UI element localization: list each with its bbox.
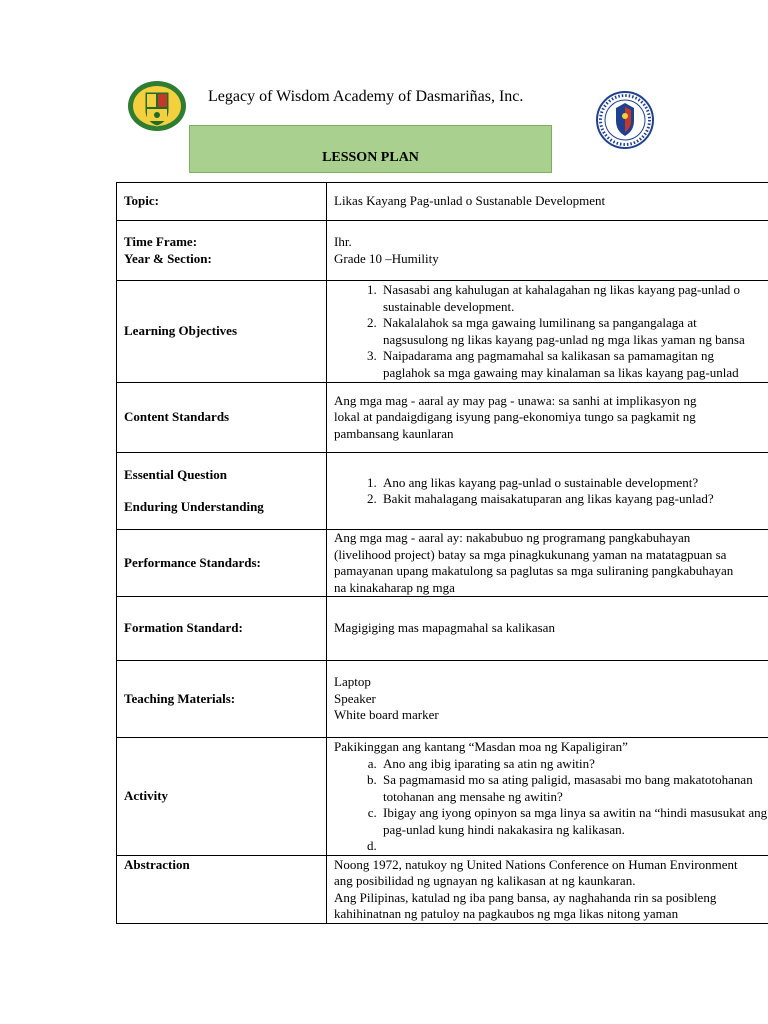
learning-objectives-cell <box>327 281 768 383</box>
abstraction-line: kahihinatnan ng patuloy na pagkaubos ng mga likas nitong yaman <box>334 906 679 921</box>
essential-question-list <box>334 475 768 508</box>
abstraction-line: Noong 1972, natukoy ng United Nations Conference on Human Environment <box>334 856 738 872</box>
objective-item: 3. Naipadarama ang pagmamahal sa kalikasan sa pamamagitan ng paglahok sa mga gawaing may kinalaman sa likas kayang pag-unlad <box>380 348 768 381</box>
learning-objectives-label: Learning Objectives <box>117 281 327 383</box>
objective-item: 2. Nakalalahok sa mga gawaing lumilinang sa pangangalaga at nagsusulong ng likas kayang pag-unlad ng mga likas yaman ng bansa <box>380 315 768 348</box>
abstraction-row <box>117 855 768 923</box>
content-standards-line: lokal at pandaigdigang isyung pang-ekonomiya tungo sa pagkamit ng <box>334 409 696 425</box>
school-seal-logo <box>127 80 187 132</box>
performance-standards-cell <box>327 530 768 597</box>
time-frame-label: Time Frame: <box>124 234 198 249</box>
abstraction-cell <box>327 855 768 923</box>
learning-objectives-row <box>117 281 768 383</box>
content-standards-line: Ang mga mag - aaral ay may pag - unawa: sa sanhi at implikasyon ng <box>334 392 697 408</box>
essential-question-label-cell <box>117 453 327 530</box>
teaching-materials-cell <box>327 661 768 738</box>
content-standards-row <box>117 383 768 453</box>
performance-standards-line: Ang mga mag - aaral ay: nakabubuo ng programang pangkabuhayan <box>334 530 691 545</box>
question-item: 2. Bakit mahalagang maisakatuparan ang likas kayang pag-unlad? <box>380 491 768 508</box>
topic-value: Likas Kayang Pag-unlad o Sustanable Development <box>327 183 768 221</box>
lesson-plan-title: LESSON PLAN <box>322 150 419 165</box>
abstraction-line: Ang Pilipinas, katulad ng iba pang bansa, ay naghahanda rin sa posibleng <box>334 889 717 905</box>
topic-row <box>117 183 768 221</box>
material-item: White board marker <box>334 707 439 723</box>
activity-row <box>117 738 768 856</box>
essential-question-label: Essential Question <box>124 466 227 482</box>
question-item: 1. Ano ang likas kayang pag-unlad o sustainable development? <box>380 475 768 492</box>
year-section-label: Year & Section: <box>124 250 212 266</box>
formation-standard-row <box>117 597 768 661</box>
learning-objectives-list <box>334 282 768 381</box>
abstraction-line: ang posibilidad ng ugnayan ng kalikasan at ng kaunkaran. <box>334 873 636 888</box>
activity-label: Activity <box>117 738 327 856</box>
essential-question-row <box>117 453 768 530</box>
performance-standards-row <box>117 530 768 597</box>
performance-standards-line: (livelihood project) batay sa mga pinagkukunang yaman na matatagpuan sa <box>334 546 727 562</box>
topic-label: Topic: <box>117 183 327 221</box>
lesson-plan-table <box>116 182 768 924</box>
objective-item: 1. Nasasabi ang kahulugan at kahalagahan ng likas kayang pag-unlad o sustainable development. <box>380 282 768 315</box>
activity-list <box>334 756 768 855</box>
time-frame-value: Ihr. <box>334 234 352 249</box>
activity-item <box>380 838 768 855</box>
material-item: Laptop <box>334 674 371 690</box>
essential-question-cell <box>327 453 768 530</box>
abstraction-label: Abstraction <box>117 855 327 923</box>
performance-standards-line: pamayanan upang makatulong sa paglutas sa mga suliraning pangkabuhayan <box>334 563 734 578</box>
time-frame-row <box>117 221 768 281</box>
teaching-materials-label: Teaching Materials: <box>117 661 327 738</box>
activity-item: a. Ano ang ibig iparating sa atin ng awitin? <box>380 756 768 773</box>
activity-intro: Pakikinggan ang kantang “Masdan moa ng Kapaligiran” <box>334 739 628 754</box>
content-standards-cell <box>327 383 768 453</box>
performance-standards-label: Performance Standards: <box>117 530 327 597</box>
school-name: Legacy of Wisdom Academy of Dasmariñas, Inc. <box>208 88 524 105</box>
time-frame-label-cell <box>117 221 327 281</box>
performance-standards-line: na kinakaharap ng mga <box>334 579 455 595</box>
lesson-plan-title-box <box>189 125 552 173</box>
content-standards-label: Content Standards <box>117 383 327 453</box>
enduring-understanding-label: Enduring Understanding <box>124 499 264 514</box>
deped-seal-logo <box>596 91 654 149</box>
activity-cell <box>327 738 768 856</box>
activity-item: b. Sa pagmamasid mo sa ating paligid, masasabi mo bang makatotohanan totohanan ang mensahe ng awitin? <box>380 772 768 805</box>
activity-item: c. Ibigay ang iyong opinyon sa mga linya sa awitin na “hindi masusukat ang pag-unlad kung hindi nakakasira ng kalikasan. <box>380 805 768 838</box>
teaching-materials-row <box>117 661 768 738</box>
material-item: Speaker <box>334 690 376 706</box>
formation-standard-value: Magigiging mas mapagmahal sa kalikasan <box>327 597 768 661</box>
formation-standard-label: Formation Standard: <box>117 597 327 661</box>
year-section-value: Grade 10 –Humility <box>334 250 439 266</box>
time-frame-value-cell <box>327 221 768 281</box>
content-standards-line: pambansang kaunlaran <box>334 425 454 441</box>
